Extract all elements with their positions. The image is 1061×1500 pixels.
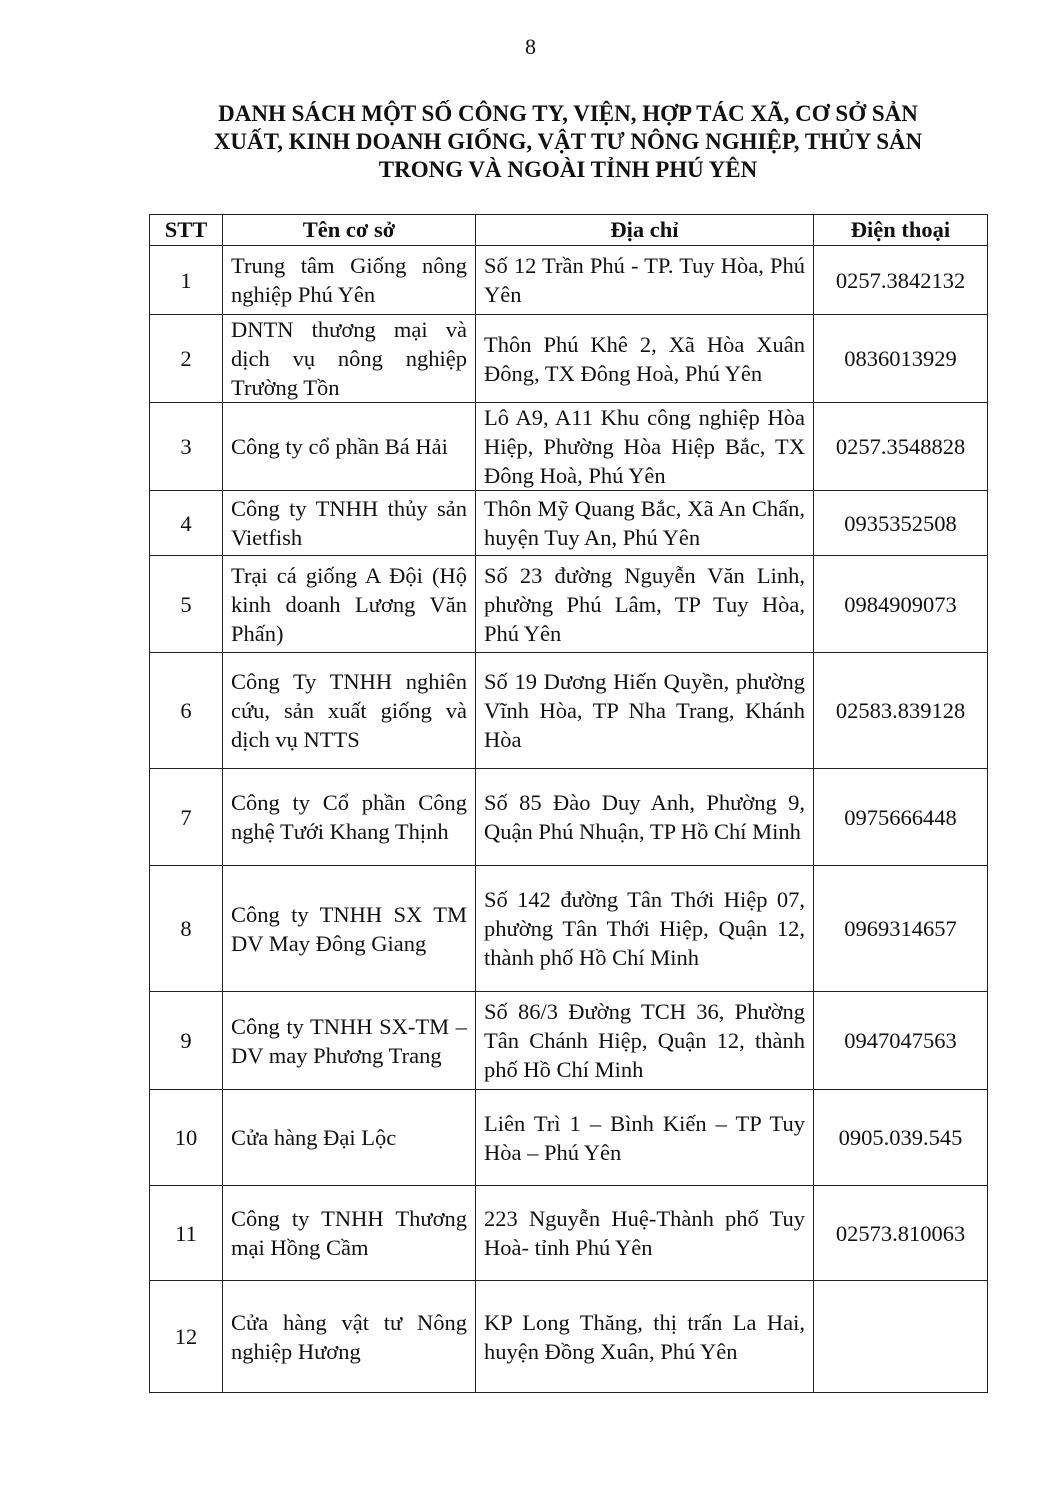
row-name: Công Ty TNHH nghiên cứu, sản xuất giống và dịch vụ NTTS bbox=[223, 653, 476, 769]
row-stt: 11 bbox=[150, 1186, 223, 1281]
row-name: Cửa hàng Đại Lộc bbox=[223, 1090, 476, 1186]
row-stt: 12 bbox=[150, 1281, 223, 1393]
row-stt: 1 bbox=[150, 246, 223, 315]
table-row bbox=[150, 491, 988, 556]
row-address: Lô A9, A11 Khu công nghiệp Hòa Hiệp, Phường Hòa Hiệp Bắc, TX Đông Hoà, Phú Yên bbox=[476, 403, 814, 491]
row-phone: 0969314657 bbox=[814, 866, 988, 992]
table-row bbox=[150, 1281, 988, 1393]
row-phone: 0905.039.545 bbox=[814, 1090, 988, 1186]
table-row bbox=[150, 556, 988, 653]
row-phone: 0257.3548828 bbox=[814, 403, 988, 491]
row-stt: 7 bbox=[150, 769, 223, 866]
row-address: Liên Trì 1 – Bình Kiến – TP Tuy Hòa – Phú Yên bbox=[476, 1090, 814, 1186]
header-stt: STT bbox=[150, 215, 223, 246]
table-row bbox=[150, 1090, 988, 1186]
row-name: Công ty TNHH SX TM DV May Đông Giang bbox=[223, 866, 476, 992]
row-name: Công ty TNHH SX-TM – DV may Phương Trang bbox=[223, 992, 476, 1090]
row-stt: 5 bbox=[150, 556, 223, 653]
row-name: Công ty TNHH thủy sản Vietfish bbox=[223, 491, 476, 556]
supplier-table bbox=[149, 214, 988, 1393]
header-name: Tên cơ sở bbox=[223, 215, 476, 246]
row-name: Công ty Cổ phần Công nghệ Tưới Khang Thịnh bbox=[223, 769, 476, 866]
table-row bbox=[150, 1186, 988, 1281]
table-row bbox=[150, 653, 988, 769]
row-stt: 4 bbox=[150, 491, 223, 556]
title-line-1: DANH SÁCH MỘT SỐ CÔNG TY, VIỆN, HỢP TÁC XÃ, CƠ SỞ SẢN bbox=[218, 101, 918, 126]
row-address: Số 86/3 Đường TCH 36, Phường Tân Chánh Hiệp, Quận 12, thành phố Hồ Chí Minh bbox=[476, 992, 814, 1090]
row-phone: 0984909073 bbox=[814, 556, 988, 653]
row-address: Số 85 Đào Duy Anh, Phường 9, Quận Phú Nhuận, TP Hồ Chí Minh bbox=[476, 769, 814, 866]
page-number: 8 bbox=[525, 34, 536, 59]
row-stt: 9 bbox=[150, 992, 223, 1090]
row-name: Công ty TNHH Thương mại Hồng Cầm bbox=[223, 1186, 476, 1281]
row-phone: 02583.839128 bbox=[814, 653, 988, 769]
title-line-3: TRONG VÀ NGOÀI TỈNH PHÚ YÊN bbox=[378, 157, 758, 182]
row-address: 223 Nguyễn Huệ-Thành phố Tuy Hoà- tỉnh Phú Yên bbox=[476, 1186, 814, 1281]
row-phone: 0836013929 bbox=[814, 315, 988, 403]
row-address: KP Long Thăng, thị trấn La Hai, huyện Đồng Xuân, Phú Yên bbox=[476, 1281, 814, 1393]
header-address: Địa chỉ bbox=[476, 215, 814, 246]
row-address: Thôn Mỹ Quang Bắc, Xã An Chấn, huyện Tuy An, Phú Yên bbox=[476, 491, 814, 556]
row-name: Trung tâm Giống nông nghiệp Phú Yên bbox=[223, 246, 476, 315]
table-header-row bbox=[150, 215, 988, 246]
row-name: Trại cá giống A Đội (Hộ kinh doanh Lương Văn Phấn) bbox=[223, 556, 476, 653]
row-address: Số 12 Trần Phú - TP. Tuy Hòa, Phú Yên bbox=[476, 246, 814, 315]
header-phone: Điện thoại bbox=[814, 215, 988, 246]
row-stt: 8 bbox=[150, 866, 223, 992]
table-row bbox=[150, 866, 988, 992]
row-address: Số 23 đường Nguyễn Văn Linh, phường Phú Lâm, TP Tuy Hòa, Phú Yên bbox=[476, 556, 814, 653]
row-address: Số 142 đường Tân Thới Hiệp 07, phường Tân Thới Hiệp, Quận 12, thành phố Hồ Chí Minh bbox=[476, 866, 814, 992]
row-phone: 0257.3842132 bbox=[814, 246, 988, 315]
row-phone: 0935352508 bbox=[814, 491, 988, 556]
row-name: Cửa hàng vật tư Nông nghiệp Hương bbox=[223, 1281, 476, 1393]
document-title bbox=[150, 100, 986, 184]
title-line-2: XUẤT, KINH DOANH GIỐNG, VẬT TƯ NÔNG NGHIỆP, THỦY SẢN bbox=[213, 129, 923, 154]
row-address: Số 19 Dương Hiến Quyền, phường Vĩnh Hòa, TP Nha Trang, Khánh Hòa bbox=[476, 653, 814, 769]
row-phone: 0947047563 bbox=[814, 992, 988, 1090]
table-row bbox=[150, 992, 988, 1090]
row-phone: 0975666448 bbox=[814, 769, 988, 866]
row-phone bbox=[814, 1281, 988, 1393]
row-name: DNTN thương mại và dịch vụ nông nghiệp Trường Tồn bbox=[223, 315, 476, 403]
row-address: Thôn Phú Khê 2, Xã Hòa Xuân Đông, TX Đông Hoà, Phú Yên bbox=[476, 315, 814, 403]
table-row bbox=[150, 403, 988, 491]
row-phone: 02573.810063 bbox=[814, 1186, 988, 1281]
row-name: Công ty cổ phần Bá Hải bbox=[223, 403, 476, 491]
row-stt: 2 bbox=[150, 315, 223, 403]
row-stt: 10 bbox=[150, 1090, 223, 1186]
row-stt: 3 bbox=[150, 403, 223, 491]
table-row bbox=[150, 246, 988, 315]
table-row bbox=[150, 769, 988, 866]
table-row bbox=[150, 315, 988, 403]
row-stt: 6 bbox=[150, 653, 223, 769]
